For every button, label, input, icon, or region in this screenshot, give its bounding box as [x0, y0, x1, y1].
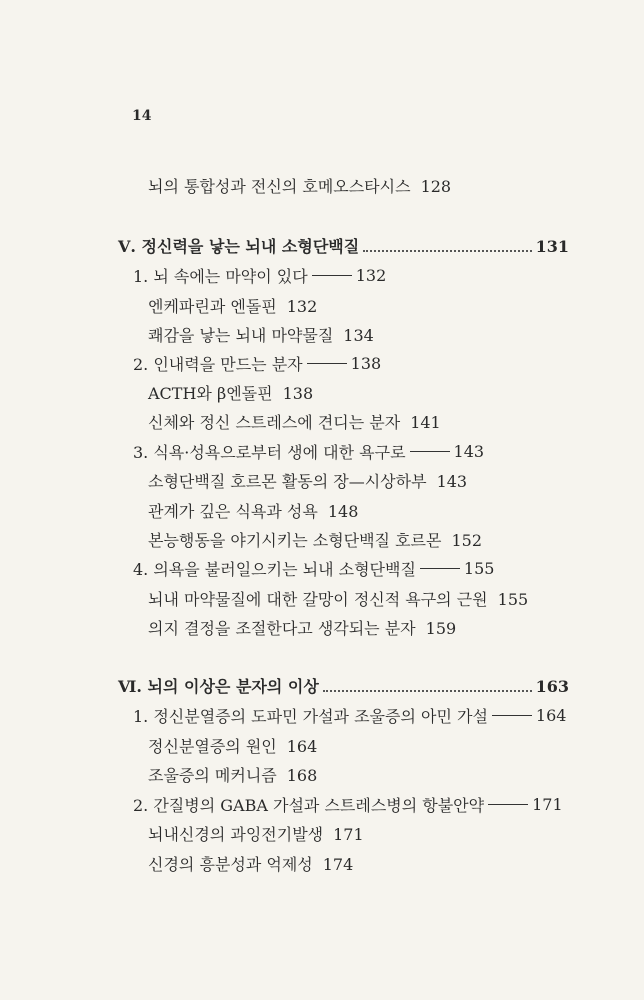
section-entry — [148, 616, 456, 639]
dot-leader — [323, 680, 532, 692]
part-title: Ⅴ. 정신력을 낳는 뇌내 소형단백질 — [118, 237, 360, 256]
section-title: 조울증의 메커니즘 — [148, 766, 277, 785]
dash-leader — [312, 275, 352, 276]
section-title: 정신분열증의 원인 — [148, 737, 277, 756]
part-title: Ⅵ. 뇌의 이상은 분자의 이상 — [118, 677, 319, 696]
section-entry — [148, 852, 353, 875]
section-title: 쾌감을 낳는 뇌내 마약물질 — [148, 326, 334, 345]
section-page: 159 — [425, 619, 457, 638]
section-page: 155 — [497, 590, 529, 609]
section-page: 138 — [282, 384, 314, 403]
section-entry — [148, 734, 317, 757]
dash-leader — [492, 715, 532, 716]
section-page: 164 — [286, 737, 318, 756]
chapter-title: 3. 식욕·성욕으로부터 생에 대한 욕구로 — [133, 443, 406, 462]
section-page: 168 — [286, 766, 318, 785]
chapter-page: 138 — [350, 354, 382, 373]
section-title: 소형단백질 호르몬 활동의 장—시상하부 — [148, 472, 427, 491]
section-entry — [148, 294, 317, 317]
section-title: 뇌의 통합성과 전신의 호메오스타시스 — [148, 177, 411, 196]
dash-leader — [307, 363, 347, 364]
chapter-page: 132 — [355, 266, 387, 285]
chapter-page: 164 — [535, 706, 567, 725]
section-title: 신체와 정신 스트레스에 견디는 분자 — [148, 413, 401, 432]
section-title: 신경의 흥분성과 억제성 — [148, 855, 313, 874]
part-page: 163 — [535, 677, 569, 696]
section-title: ACTH와 β엔돌핀 — [148, 384, 273, 403]
section-page: 148 — [327, 502, 359, 521]
chapter-title: 1. 뇌 속에는 마약이 있다 — [133, 267, 308, 286]
section-entry — [148, 323, 374, 346]
part-page: 131 — [535, 237, 569, 256]
section-entry — [148, 410, 441, 433]
section-page: 174 — [322, 855, 354, 874]
chapter-page: 143 — [453, 442, 485, 461]
section-page: 132 — [286, 297, 318, 316]
chapter-entry — [133, 264, 386, 287]
section-title: 뇌내 마약물질에 대한 갈망이 정신적 욕구의 근원 — [148, 590, 488, 609]
section-page: 134 — [343, 326, 374, 345]
section-title: 관계가 깊은 식욕과 성욕 — [148, 502, 318, 521]
section-entry — [148, 587, 528, 610]
chapter-entry — [133, 557, 494, 580]
chapter-entry — [133, 440, 484, 463]
chapter-page: 155 — [463, 559, 495, 578]
chapter-title: 4. 의욕을 불러일으키는 뇌내 소형단백질 — [133, 560, 416, 579]
part-heading — [118, 674, 569, 697]
dot-leader — [363, 240, 531, 252]
section-title: 본능행동을 야기시키는 소형단백질 호르몬 — [148, 531, 442, 550]
chapter-title: 2. 인내력을 만드는 분자 — [133, 355, 303, 374]
section-entry — [148, 469, 467, 492]
section-page: 141 — [410, 413, 441, 432]
chapter-entry — [133, 704, 566, 727]
chapter-page: 171 — [532, 795, 563, 814]
section-entry — [148, 763, 317, 786]
page-number: 14 — [132, 108, 152, 124]
dash-leader — [420, 568, 460, 569]
section-title: 엔케파린과 엔돌핀 — [148, 297, 277, 316]
section-page: 152 — [451, 531, 483, 550]
toc-section-entry — [148, 174, 451, 197]
section-title: 의지 결정을 조절한다고 생각되는 분자 — [148, 619, 416, 638]
chapter-entry — [133, 793, 563, 816]
dash-leader — [410, 451, 450, 452]
dash-leader — [488, 804, 528, 805]
section-entry — [148, 822, 364, 845]
section-page: 128 — [420, 177, 452, 196]
section-entry — [148, 528, 482, 551]
chapter-title: 2. 간질병의 GABA 가설과 스트레스병의 항불안약 — [133, 796, 485, 815]
section-title: 뇌내신경의 과잉전기발생 — [148, 825, 324, 844]
chapter-title: 1. 정신분열증의 도파민 가설과 조울증의 아민 가설 — [133, 707, 488, 726]
part-heading — [118, 234, 569, 257]
section-page: 171 — [333, 825, 364, 844]
chapter-entry — [133, 352, 381, 375]
section-page: 143 — [436, 472, 468, 491]
section-entry — [148, 381, 313, 404]
section-entry — [148, 499, 358, 522]
